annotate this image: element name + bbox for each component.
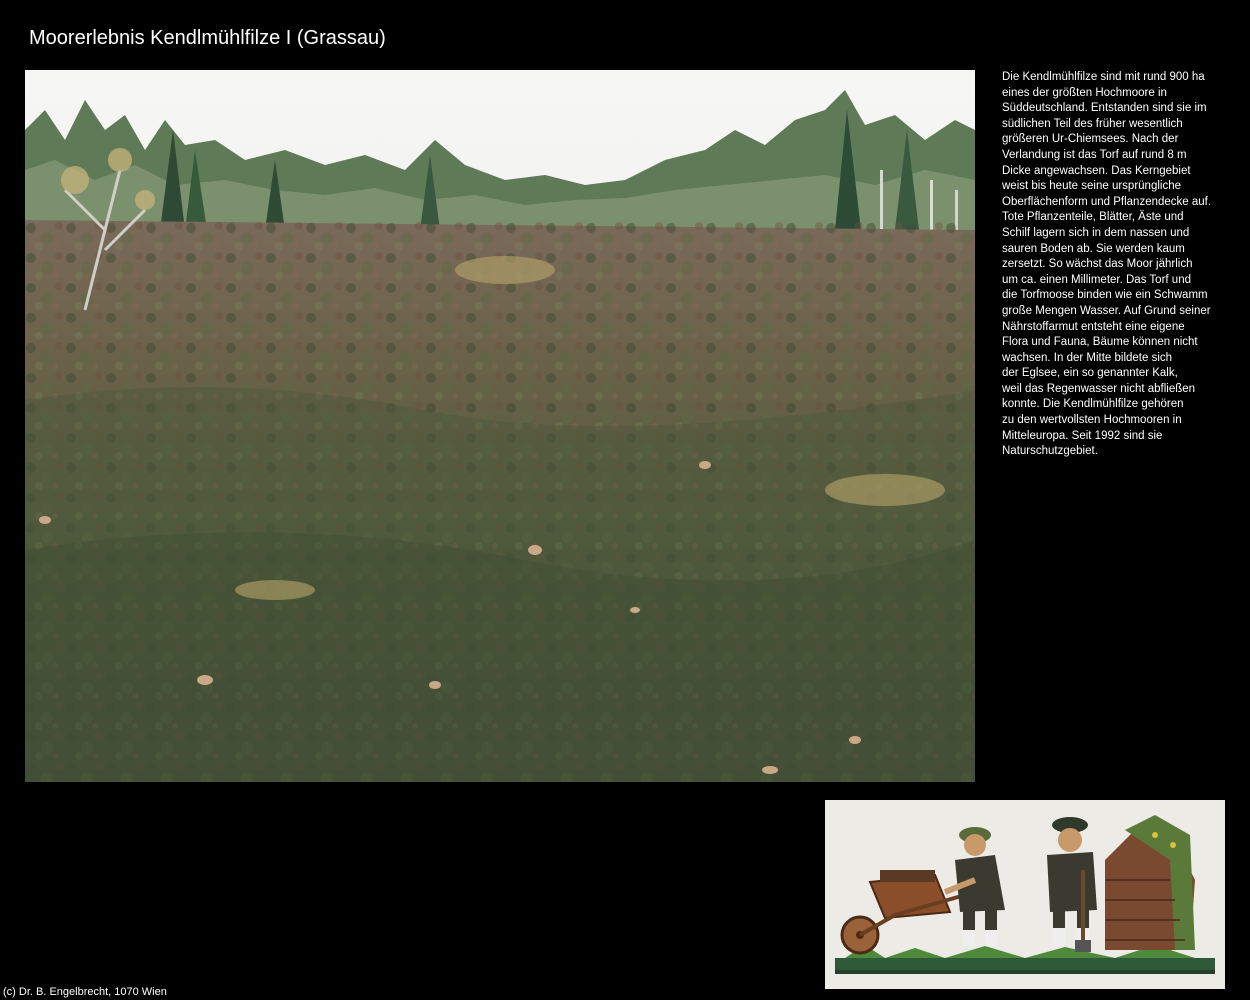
description-line: Flora und Fauna, Bäume können nicht <box>1002 336 1198 349</box>
description-line: um ca. einen Millimeter. Das Torf und <box>1002 273 1191 286</box>
description-line: Tote Pflanzenteile, Blätter, Äste und <box>1002 211 1184 224</box>
description-line: Naturschutzgebiet. <box>1002 445 1098 458</box>
second-photo-carved-plaque <box>825 800 1225 989</box>
description-line: zersetzt. So wächst das Moor jährlich <box>1002 258 1193 271</box>
description-line: Mitteleuropa. Seit 1992 sind sie <box>1002 429 1163 442</box>
description-line: Schilf lagern sich in dem nassen und <box>1002 226 1190 239</box>
description-line: südlichen Teil des früher wesentlich <box>1002 117 1183 130</box>
description-line: eines der größten Hochmoore in <box>1002 86 1167 99</box>
main-photo-moorland <box>25 70 975 782</box>
description-line: zu den wertvollsten Hochmooren in <box>1002 414 1182 427</box>
description-line: die Torfmoose binden wie ein Schwamm <box>1002 289 1208 302</box>
description-line: Dicke angewachsen. Das Kerngebiet <box>1002 164 1191 177</box>
description-line: große Mengen Wasser. Auf Grund seiner <box>1002 304 1211 317</box>
copyright-text: (c) Dr. B. Engelbrecht, 1070 Wien <box>3 986 167 998</box>
description-line: Oberflächenform und Pflanzendecke auf. <box>1002 195 1212 208</box>
page-title: Moorerlebnis Kendlmühlfilze I (Grassau) <box>29 27 386 49</box>
description-line: wachsen. In der Mitte bildete sich <box>1002 351 1173 364</box>
description-line: Nährstoffarmut entsteht eine eigene <box>1002 320 1185 333</box>
description-text <box>1002 70 1242 460</box>
description-line: Die Kendlmühlfilze sind mit rund 900 ha <box>1002 71 1205 83</box>
description-line: der Eglsee, ein so genannter Kalk, <box>1002 367 1178 380</box>
description-line: Süddeutschland. Entstanden sind sie im <box>1002 102 1207 115</box>
description-line: sauren Boden ab. Sie werden kaum <box>1002 242 1185 255</box>
description-line: weist bis heute seine ursprüngliche <box>1002 180 1181 193</box>
description-line: konnte. Die Kendlmühlfilze gehören <box>1002 398 1184 411</box>
description-line: Verlandung ist das Torf auf rund 8 m <box>1002 148 1187 161</box>
description-line: weil das Regenwasser nicht abfließen <box>1002 382 1196 395</box>
description-line: größeren Ur-Chiemsees. Nach der <box>1002 133 1179 146</box>
